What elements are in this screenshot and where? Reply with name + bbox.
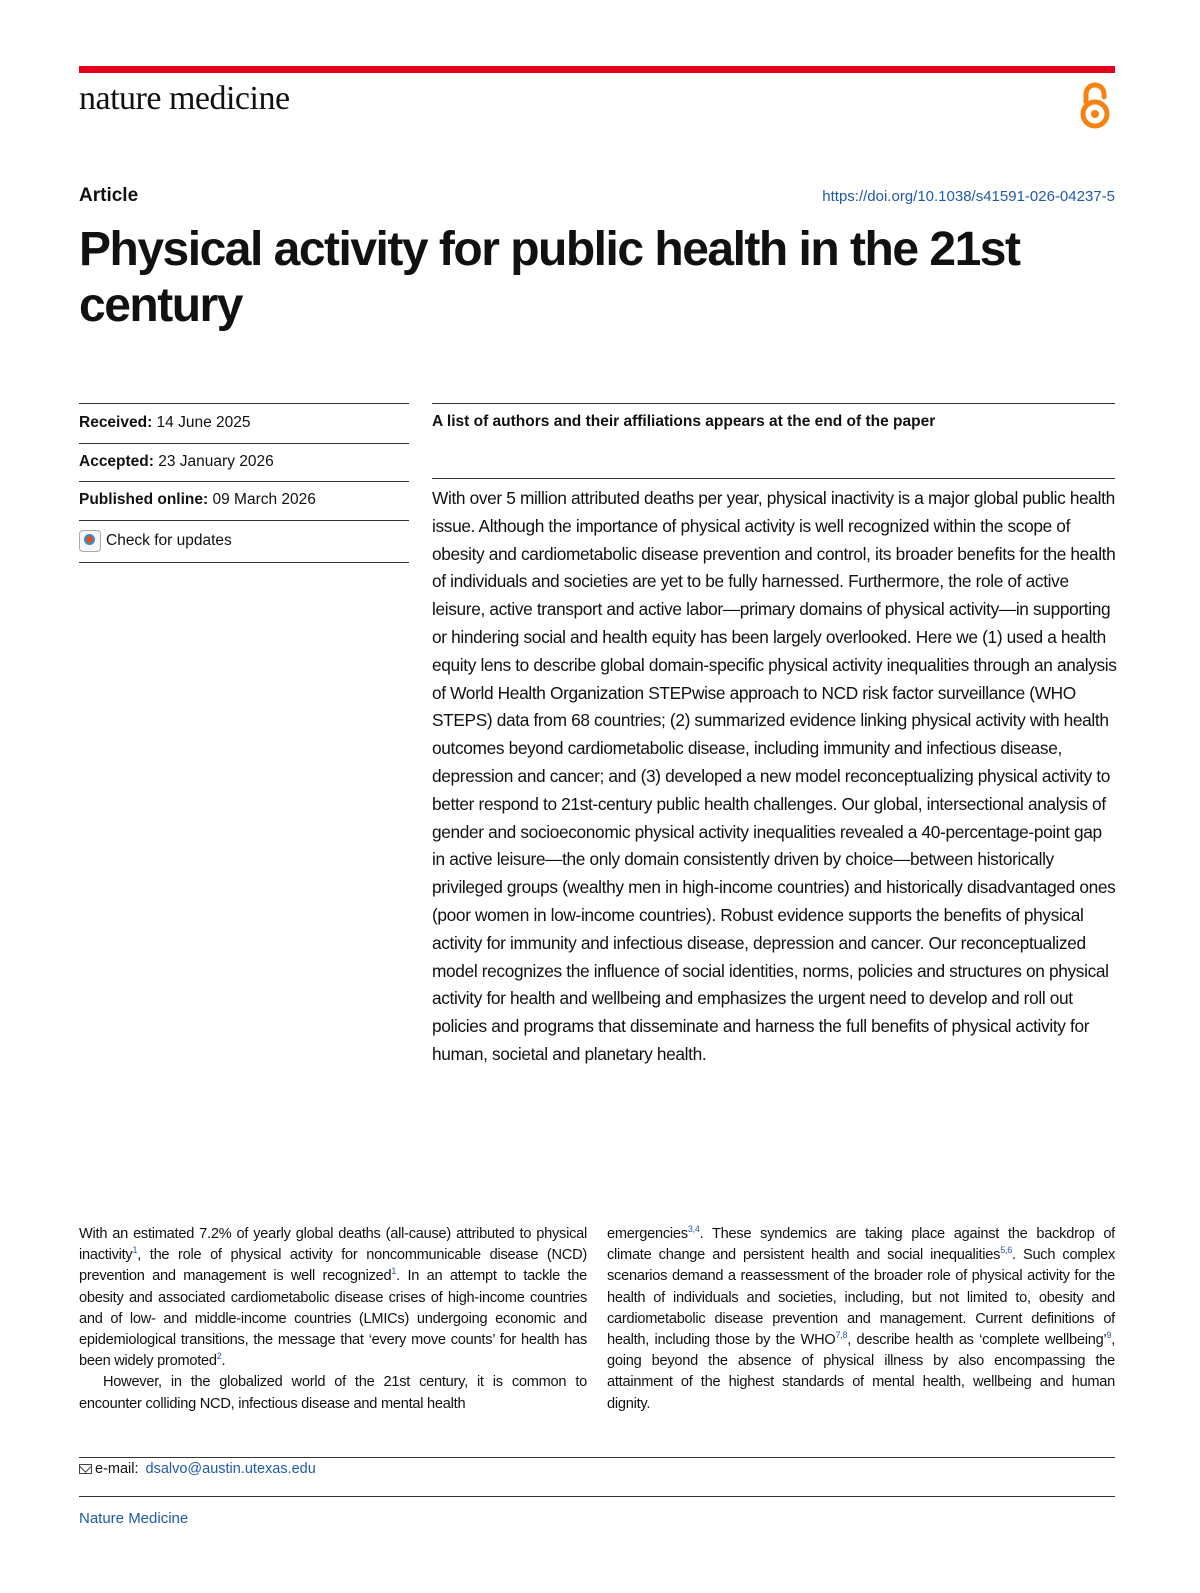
reference-link[interactable]: 7,8	[835, 1330, 848, 1341]
body-text: . These syndemics are taking place against the backdrop of climate change and persistent health and social inequalities	[607, 1226, 1115, 1264]
published-date	[79, 491, 316, 509]
reference-link[interactable]: 5,6	[1000, 1245, 1012, 1256]
accepted-date	[79, 453, 274, 471]
body-text: , the role of physical activity for noncommunicable disease (NCD) prevention and management is well recognized	[79, 1247, 587, 1285]
doi-link[interactable]: https://doi.org/10.1038/s41591-026-04237-5	[822, 188, 1115, 205]
body-text: .	[221, 1353, 226, 1370]
body-text: , describe health as ‘complete wellbeing’	[847, 1332, 1107, 1349]
meta-divider	[79, 520, 409, 521]
published-value: 09 March 2026	[212, 491, 316, 508]
accepted-value: 23 January 2026	[158, 453, 274, 470]
meta-divider	[79, 443, 409, 444]
header-accent-bar	[79, 66, 1115, 73]
meta-divider	[79, 481, 409, 482]
published-label: Published online:	[79, 491, 209, 508]
article-title: Physical activity for public health in the 21st century	[79, 223, 1020, 332]
received-label: Received:	[79, 414, 153, 431]
abstract-text: With over 5 million attributed deaths per year, physical inactivity is a major global public health issue. Although the importance of physical activity is well recognized within the scope of obesity and cardiometabolic disease prevention and control, its broader benefits for the health of individuals and societies are yet to be fully harnessed. Furthermore, the role of active leisure, active transport and active labor—primary domains of physical activity—in supporting or hindering social and health equity has been largely overlooked. Here we (1) used a health equity lens to describe global domain-specific physical activity inequalities through an analysis of World Health Organization STEPwise approach to NCD risk factor surveillance (WHO STEPS) data from 68 countries; (2) summarized evidence linking physical activity with health outcomes beyond cardiometabolic disease, including immunity and infectious disease, depression and cancer; and (3) developed a new model reconceptualizing physical activity to better respond to 21st-century public health challenges. Our global, intersectional analysis of gender and socioeconomic physical activity inequalities revealed a 40-percentage-point gap in active leisure—the only domain consistently driven by choice—between historically privileged groups (wealthy men in high-income countries) and historically disadvantaged ones (poor women in low-income countries). Robust evidence supports the benefits of physical activity for immunity and infectious disease, depression and cancer. Our reconceptualized model recognizes the influence of social identities, norms, policies and structures on physical activity for health and wellbeing and emphasizes the urgent need to develop and roll out policies and programs that disseminate and harness the full benefits of physical activity for human, societal and planetary health.	[432, 488, 1117, 1064]
email-label: e-mail:	[95, 1461, 139, 1477]
reference-link[interactable]: 3,4	[687, 1224, 700, 1235]
body-text: . Such complex scenarios demand a reassessment of the broader role of physical activity for the health of individuals and societies, including, but not limited to, obesity and cardiometabolic disease prevention and management. Current definitions of health, including those by the WHO	[607, 1247, 1115, 1349]
body-text: , going beyond the absence of physical illness by also encompassing the attainment of the highest standards of mental health, wellbeing and human dignity.	[607, 1332, 1116, 1412]
meta-divider-bottom	[79, 562, 409, 563]
received-value: 14 June 2025	[156, 414, 251, 431]
footnote-divider	[79, 1457, 1115, 1458]
check-updates-label: Check for updates	[106, 532, 232, 549]
journal-logo: nature medicine	[79, 80, 290, 117]
envelope-icon	[79, 1464, 92, 1474]
received-date	[79, 414, 251, 432]
body-text: emergencies	[607, 1226, 688, 1242]
reference-link[interactable]: 9	[1106, 1330, 1112, 1341]
body-paragraph	[79, 1224, 587, 1372]
body-column-left	[79, 1224, 587, 1415]
body-column-right	[607, 1224, 1115, 1415]
body-paragraph	[607, 1224, 1115, 1415]
reference-link[interactable]: 1	[132, 1245, 138, 1256]
authors-note: A list of authors and their affiliations appears at the end of the paper	[432, 413, 936, 430]
correspondence-email	[79, 1461, 316, 1477]
body-paragraph: However, in the globalized world of the 21st century, it is common to encounter colliding NCD, infectious disease and mental health	[79, 1374, 587, 1412]
article-type-label: Article	[79, 185, 139, 206]
body-text: With an estimated 7.2% of yearly global deaths (all-cause) attributed to physical inactivity	[79, 1226, 587, 1264]
reference-link[interactable]: 1	[391, 1266, 397, 1277]
body-text: . In an attempt to tackle the obesity and associated cardiometabolic disease crises of high-income countries and of low- and middle-income countries (LMICs) undergoing economic and epidemiological transitions, the message that ‘every move counts’ for health has been widely promoted	[79, 1268, 587, 1370]
meta-divider-top	[79, 403, 409, 404]
email-link[interactable]: dsalvo@austin.utexas.edu	[145, 1461, 316, 1477]
footer-divider	[79, 1496, 1115, 1497]
check-for-updates-button[interactable]	[79, 530, 232, 552]
authors-divider-top	[432, 403, 1115, 404]
footer-journal-name: Nature Medicine	[79, 1510, 189, 1527]
reference-link[interactable]: 2	[216, 1351, 222, 1362]
accepted-label: Accepted:	[79, 453, 154, 470]
check-updates-icon	[79, 530, 101, 552]
abstract-divider	[432, 478, 1115, 479]
open-access-lock-icon	[1075, 82, 1115, 130]
